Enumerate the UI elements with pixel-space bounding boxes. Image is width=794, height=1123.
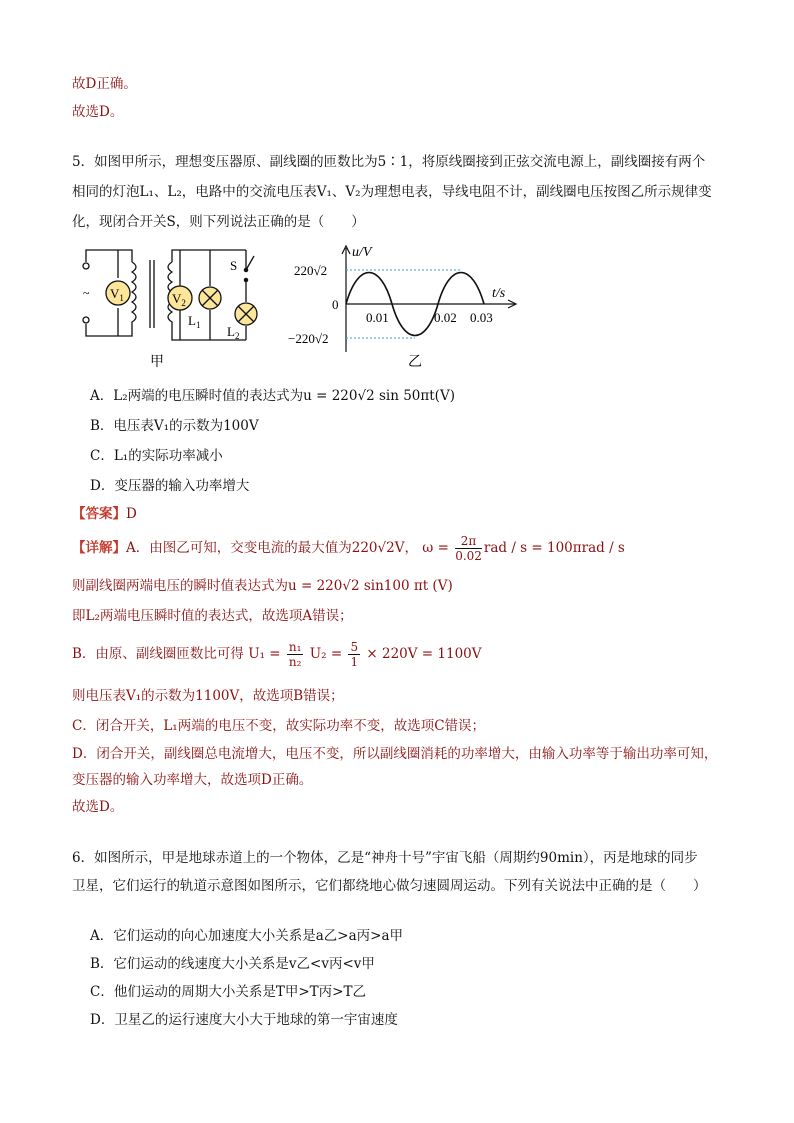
omega-label: ω =: [422, 540, 449, 556]
detail-b-mid: U₂ =: [309, 646, 343, 662]
fraction-numerator: 5: [350, 640, 359, 654]
y-axis-label: u/V: [352, 245, 372, 260]
figure-jia-caption: 甲: [150, 355, 164, 370]
q6-option-a: A．它们运动的向心加速度大小关系是a乙>a丙>a甲: [90, 928, 404, 944]
fraction-denominator: 0.02: [455, 549, 482, 563]
y-min-label: −220√2: [288, 331, 329, 346]
detail-b-head: B．由原、副线圈匝数比可得 U₁ =: [72, 646, 281, 662]
fraction-numerator: 2π: [455, 534, 482, 549]
origin-label: 0: [332, 297, 339, 312]
top-line-1: 故D正确。: [72, 76, 137, 92]
q5-option-b: B．电压表V₁的示数为100V: [90, 418, 259, 434]
turns-ratio-fraction: [287, 640, 304, 669]
q5-detail-4: [72, 640, 482, 669]
detail-tag: 【详解】: [72, 540, 126, 556]
answer-tag: 【答案】: [72, 506, 126, 522]
tick-label: 0.02: [434, 310, 457, 325]
tick-label: 0.03: [470, 310, 493, 325]
q5-detail-6: C．闭合开关，L₁两端的电压不变，故实际功率不变，故选项C错误；: [72, 718, 486, 734]
x-axis-label: t/s: [492, 286, 506, 301]
detail-text-a: A．由图乙可知，交变电流的最大值为220√2V，: [126, 540, 418, 556]
q5-detail-5: 则电压表V₁的示数为1100V，故选项B错误；: [72, 688, 344, 704]
omega-fraction: [455, 534, 482, 563]
q6-option-c: C．他们运动的周期大小关系是T甲>T丙>T乙: [90, 984, 366, 1000]
source-symbol: ~: [83, 286, 90, 300]
answer-value: D: [126, 506, 137, 522]
q5-detail-8: 变压器的输入功率增大，故选项D正确。: [72, 772, 313, 788]
q5-option-d: D．变压器的输入功率增大: [90, 478, 250, 494]
l1-label: $L_1$: [188, 313, 201, 330]
switch-label: S: [230, 258, 238, 273]
q5-detail-3: 即L₂两端电压瞬时值的表达式，故选项A错误；: [72, 608, 353, 624]
v2-label: $V_2$: [172, 291, 186, 308]
fraction-denominator: n₂: [288, 655, 302, 669]
q5-detail-1: [72, 534, 625, 563]
l2-label: $L_2$: [227, 324, 240, 341]
q5-stem-2: 相同的灯泡L₁、L₂，电路中的交流电压表V₁、V₂为理想电表，导线电阻不计，副线圈电压按图乙所示规律变: [72, 184, 712, 200]
circuit-diagram: [70, 240, 270, 370]
q5-detail-2: 则副线圈两端电压的瞬时值表达式为u = 220√2 sin100 πt (V): [72, 578, 453, 594]
voltage-graph: [288, 240, 528, 370]
tick-label: 0.01: [366, 310, 389, 325]
y-max-label: 220√2: [294, 263, 328, 278]
q5-stem-1: 5．如图甲所示，理想变压器原、副线圈的匝数比为5∶1，将原线圈接到正弦交流电源上，副线圈接有两个: [72, 154, 706, 170]
top-line-2: 故选D。: [72, 104, 124, 120]
q5-option-a: A．L₂两端的电压瞬时值的表达式为u = 220√2 sin 50πt(V): [90, 388, 455, 404]
q6-option-b: B．它们运动的线速度大小关系是v乙<v丙<v甲: [90, 956, 375, 972]
fraction-numerator: n₁: [288, 640, 302, 654]
q5-detail-7: D．闭合开关，副线圈总电流增大，电压不变，所以副线圈消耗的功率增大，由输入功率等于输出功率可知，: [72, 746, 718, 762]
omega-tail: rad / s = 100πrad / s: [483, 540, 625, 556]
five-over-one-fraction: [348, 640, 360, 669]
v1-label: $V_1$: [110, 286, 124, 303]
q5-option-c: C．L₁的实际功率减小: [90, 448, 223, 464]
fraction-denominator: 1: [350, 655, 359, 669]
q5-stem-3: 化，现闭合开关S，则下列说法正确的是（ ）: [72, 214, 365, 230]
q5-detail-9: 故选D。: [72, 799, 124, 815]
q6-stem-2: 卫星，它们运行的轨道示意图如图所示，它们都绕地心做匀速圆周运动。下列有关说法中正确的是（ ）: [72, 878, 707, 894]
detail-b-tail: × 220V = 1100V: [366, 646, 482, 662]
figure-yi-caption: 乙: [408, 355, 422, 370]
q6-option-d: D．卫星乙的运行速度大小大于地球的第一宇宙速度: [90, 1012, 398, 1028]
q6-stem-1: 6．如图所示，甲是地球赤道上的一个物体，乙是“神舟十号”宇宙飞船（周期约90min），丙是地球的同步: [72, 850, 698, 866]
q5-answer: [72, 504, 137, 524]
